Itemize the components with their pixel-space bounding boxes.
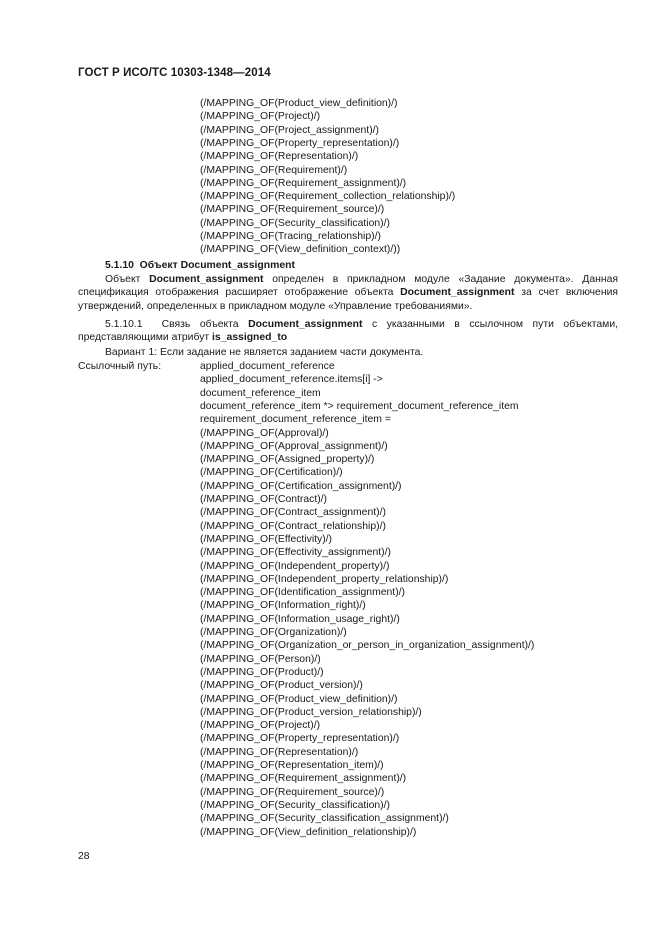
reference-path-line: (/MAPPING_OF(Certification_assignment)/) (200, 480, 402, 492)
reference-path-line: (/MAPPING_OF(Security_classification_assignment)/) (200, 813, 449, 825)
reference-path-line: (/MAPPING_OF(Contract_relationship)/) (200, 520, 386, 532)
reference-path-line: (/MAPPING_OF(Organization_or_person_in_organization_assignment)/) (200, 640, 535, 652)
reference-path-line: (/MAPPING_OF(Effectivity)/) (200, 533, 333, 545)
para-text: за счет включения утверждений, определенных в прикладном модуле «Управление требованиями». (78, 287, 618, 312)
reference-path-line: (/MAPPING_OF(Certification)/) (200, 467, 343, 479)
reference-path-line: (/MAPPING_OF(Security_classification)/) (200, 799, 390, 811)
para-attribute: is_assigned_to (212, 332, 288, 344)
para-text: Объект (105, 274, 141, 285)
reference-path-line: (/MAPPING_OF(Organization)/) (200, 627, 347, 638)
para-entity: Document_assignment (400, 287, 515, 299)
reference-path-line: (/MAPPING_OF(Product)/) (200, 666, 324, 678)
mapping-line: (/MAPPING_OF(Tracing_relationship)/) (200, 231, 381, 242)
reference-path-line: (/MAPPING_OF(Effectivity_assignment)/) (200, 547, 391, 559)
reference-path-line: (/MAPPING_OF(Representation)/) (200, 746, 359, 758)
reference-path-line: (/MAPPING_OF(Project)/) (200, 720, 321, 732)
reference-path-line: applied_document_reference (200, 361, 335, 372)
reference-path-line: (/MAPPING_OF(Approval_assignment)/) (200, 440, 388, 452)
reference-path-line: (/MAPPING_OF(Requirement_source)/) (200, 786, 385, 798)
reference-path-line: (/MAPPING_OF(View_definition_relationship)/) (200, 826, 417, 838)
reference-path-line: (/MAPPING_OF(Contract)/) (200, 494, 328, 505)
reference-path-line: requirement_document_reference_item = (200, 414, 391, 426)
reference-path-line: (/MAPPING_OF(Person)/) (200, 653, 321, 665)
mapping-line: (/MAPPING_OF(Requirement)/) (200, 164, 348, 176)
subsection-number: 5.1.10.1 (105, 319, 143, 330)
reference-path-line: (/MAPPING_OF(Contract_assignment)/) (200, 507, 386, 519)
para-text: Связь объекта (161, 319, 239, 330)
mapping-line: (/MAPPING_OF(Representation)/) (200, 151, 359, 163)
reference-path-line: (/MAPPING_OF(Assigned_property)/) (200, 454, 375, 466)
para-text: с указанными в ссылочном пути объектами, представляющими атрибут (78, 319, 619, 344)
reference-path-line: document_reference_item *> requirement_document_reference_item (200, 400, 519, 412)
reference-path-line: (/MAPPING_OF(Product_view_definition)/) (200, 693, 398, 705)
mapping-line: (/MAPPING_OF(Project)/) (200, 111, 321, 123)
variant-line: Вариант 1: Если задание не является заданием части документа. (105, 347, 424, 358)
reference-path-line: (/MAPPING_OF(Approval)/) (200, 427, 329, 439)
reference-path-line: (/MAPPING_OF(Requirement_assignment)/) (200, 773, 407, 785)
mapping-line: (/MAPPING_OF(Security_classification)/) (200, 217, 390, 229)
section-heading-entity: Document_assignment (180, 260, 295, 271)
mapping-line: (/MAPPING_OF(Requirement_collection_relationship)/) (200, 191, 456, 203)
reference-path-line: (/MAPPING_OF(Property_representation)/) (200, 733, 400, 745)
reference-path-line: (/MAPPING_OF(Information_right)/) (200, 600, 366, 612)
section-number: 5.1.10 (105, 260, 134, 271)
reference-path-label: Ссылочный путь: (78, 361, 162, 372)
reference-path-line: document_reference_item (200, 387, 321, 399)
reference-path-line: applied_document_reference.items[i] -> (200, 374, 383, 386)
mapping-line: (/MAPPING_OF(Requirement_assignment)/) (200, 177, 407, 189)
mapping-line: (/MAPPING_OF(Requirement_source)/) (200, 204, 385, 216)
reference-path-line: (/MAPPING_OF(Representation_item)/) (200, 760, 384, 771)
page-number: 28 (78, 851, 90, 862)
para-entity: Document_assignment (248, 319, 363, 330)
reference-path-line: (/MAPPING_OF(Information_usage_right)/) (200, 613, 400, 625)
section-paragraph (78, 273, 618, 313)
section-heading-label: Объект (139, 260, 178, 271)
section-heading (105, 259, 295, 272)
para-entity: Document_assignment (149, 274, 264, 285)
reference-path-line: (/MAPPING_OF(Identification_assignment)/) (200, 587, 405, 599)
mapping-line: (/MAPPING_OF(Property_representation)/) (200, 137, 400, 149)
mapping-line: (/MAPPING_OF(Product_view_definition)/) (200, 98, 398, 109)
mapping-line: (/MAPPING_OF(Project_assignment)/) (200, 124, 379, 136)
mapping-line: (/MAPPING_OF(View_definition_context)/)) (200, 244, 401, 256)
document-header: ГОСТ Р ИСО/ТС 10303-1348—2014 (78, 67, 271, 79)
reference-path-line: (/MAPPING_OF(Product_version)/) (200, 680, 363, 692)
subsection-paragraph (78, 318, 618, 345)
reference-path-line: (/MAPPING_OF(Independent_property_relationship)/) (200, 573, 449, 585)
para-text: определен в прикладном модуле «Задание документа». Данная спецификация отображения расширяет отображение объекта (78, 274, 619, 299)
reference-path-line: (/MAPPING_OF(Independent_property)/) (200, 560, 390, 572)
reference-path-line: (/MAPPING_OF(Product_version_relationship)/) (200, 706, 422, 718)
